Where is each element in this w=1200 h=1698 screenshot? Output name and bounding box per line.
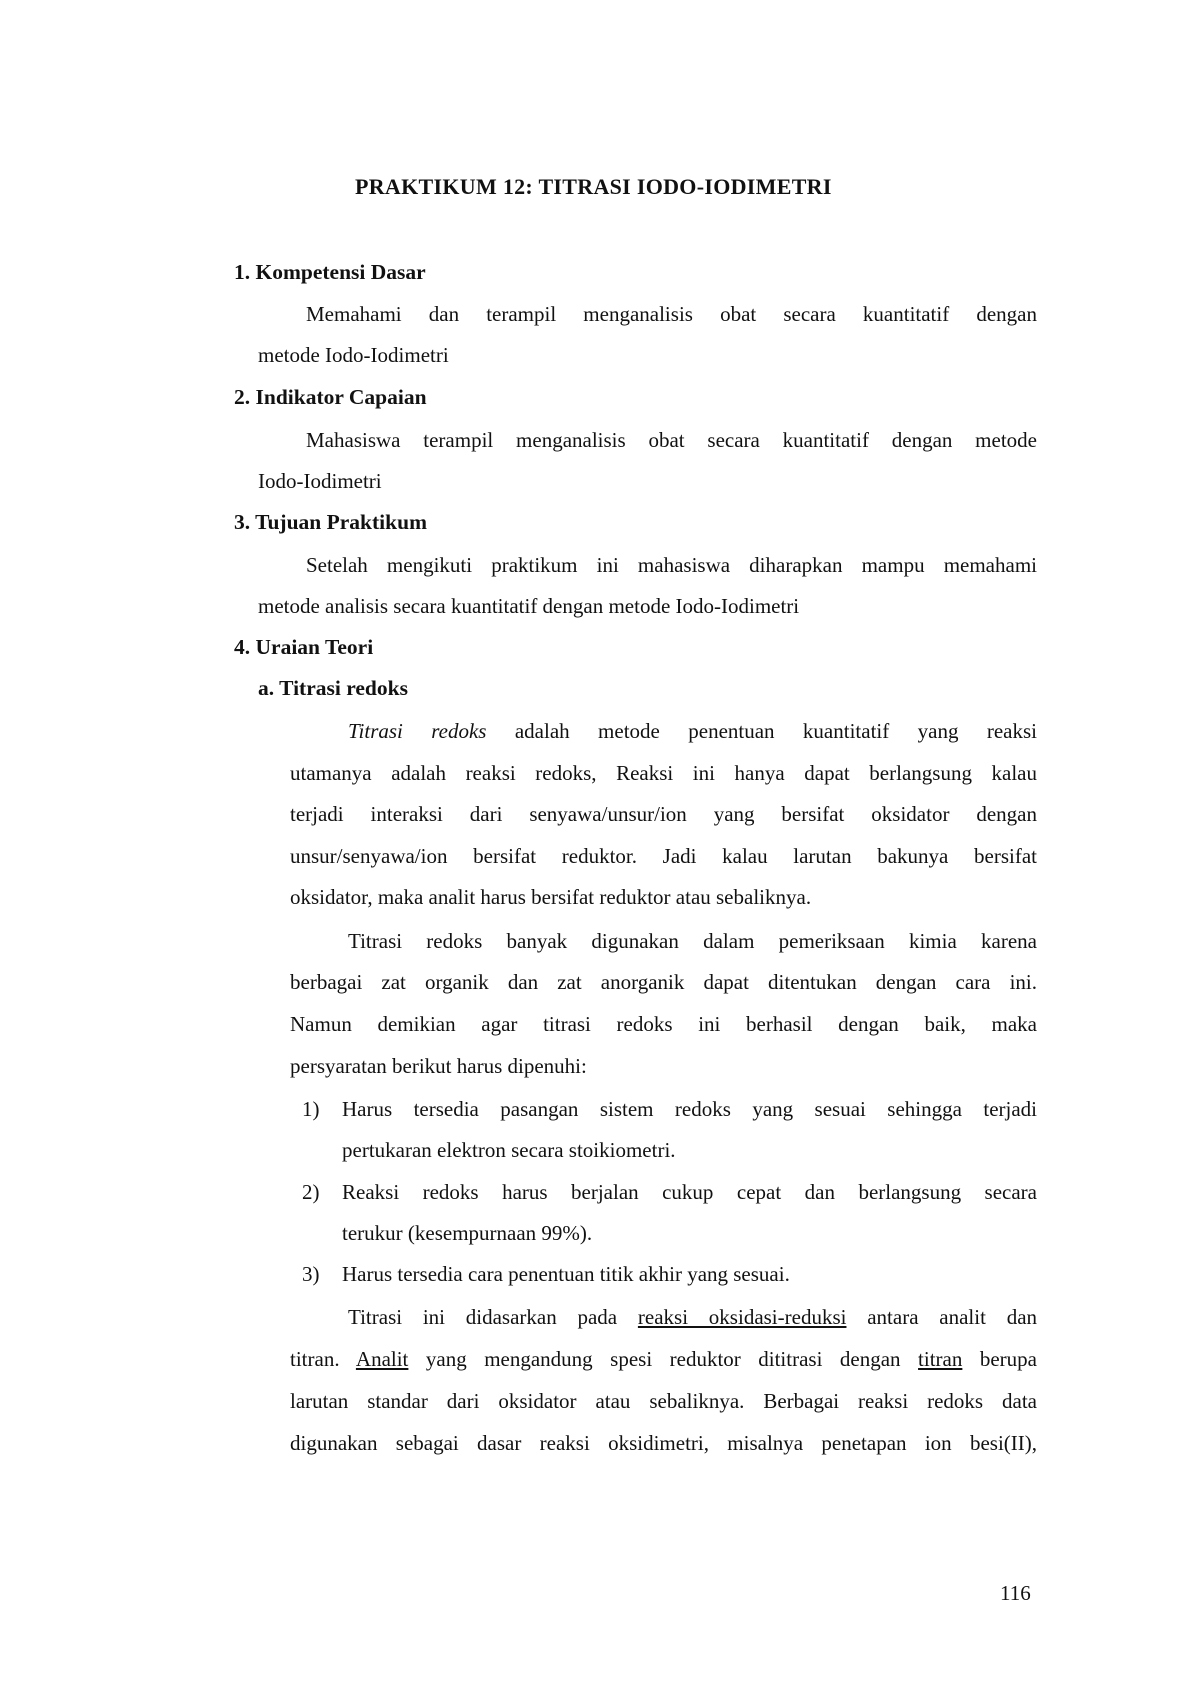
paragraph-3-line2-a: titran. bbox=[290, 1347, 340, 1371]
subsection-a-heading: a. Titrasi redoks bbox=[258, 676, 408, 700]
paragraph-3-line2-c: berupa bbox=[979, 1347, 1037, 1371]
section-1-heading: 1. Kompetensi Dasar bbox=[234, 260, 426, 284]
page-number: 116 bbox=[1000, 1581, 1031, 1605]
paragraph-2-line4: persyaratan berikut harus dipenuhi: bbox=[290, 1054, 587, 1078]
paragraph-1-line1 bbox=[348, 719, 1037, 744]
paragraph-2-line1: Titrasi redoks banyak digunakan dalam pemeriksaan kimia karena bbox=[348, 929, 1037, 953]
section-1-text-line2: metode Iodo-Iodimetri bbox=[258, 343, 449, 367]
paragraph-1-line1-rest: adalah metode penentuan kuantitatif yang reaksi bbox=[514, 719, 1037, 743]
section-3-text-line2: metode analisis secara kuantitatif dengan metode Iodo-Iodimetri bbox=[258, 594, 800, 618]
list-item-2-line2: terukur (kesempurnaan 99%). bbox=[342, 1221, 593, 1245]
list-item-3-line1: Harus tersedia cara penentuan titik akhir yang sesuai. bbox=[342, 1262, 790, 1286]
paragraph-1-line5: oksidator, maka analit harus bersifat reduktor atau sebaliknya. bbox=[290, 885, 812, 909]
paragraph-2-line3: Namun demikian agar titrasi redoks ini berhasil dengan baik, maka bbox=[290, 1012, 1037, 1036]
list-item-2-line1: Reaksi redoks harus berjalan cukup cepat dan berlangsung secara bbox=[342, 1180, 1037, 1204]
section-3-heading: 3. Tujuan Praktikum bbox=[234, 510, 427, 534]
paragraph-3-line2 bbox=[290, 1347, 1037, 1372]
paragraph-3-line2-b: yang mengandung spesi reduktor dititrasi dengan bbox=[425, 1347, 901, 1371]
section-1-text-line1: Memahami dan terampil menganalisis obat secara kuantitatif dengan bbox=[306, 302, 1037, 326]
section-2-heading: 2. Indikator Capaian bbox=[234, 385, 427, 409]
list-item-1-line1: Harus tersedia pasangan sistem redoks yang sesuai sehingga terjadi bbox=[342, 1097, 1037, 1121]
link-reaksi-oksidasi-reduksi[interactable]: reaksi oksidasi-reduksi bbox=[637, 1305, 847, 1329]
paragraph-3-line4: digunakan sebagai dasar reaksi oksidimetri, misalnya penetapan ion besi(II), bbox=[290, 1431, 1037, 1455]
paragraph-2-line2: berbagai zat organik dan zat anorganik dapat ditentukan dengan cara ini. bbox=[290, 970, 1037, 994]
section-4-heading: 4. Uraian Teori bbox=[234, 635, 374, 659]
list-item-2-number: 2) bbox=[302, 1180, 320, 1204]
section-2-text-line1: Mahasiswa terampil menganalisis obat secara kuantitatif dengan metode bbox=[306, 428, 1037, 452]
section-3-text-line1: Setelah mengikuti praktikum ini mahasiswa diharapkan mampu memahami bbox=[306, 553, 1037, 577]
list-item-1-line2: pertukaran elektron secara stoikiometri. bbox=[342, 1138, 676, 1162]
paragraph-1-line3: terjadi interaksi dari senyawa/unsur/ion yang bersifat oksidator dengan bbox=[290, 802, 1037, 826]
paragraph-3-line1-b: antara analit dan bbox=[867, 1305, 1038, 1329]
paragraph-3-line1-a: Titrasi ini didasarkan pada bbox=[348, 1305, 618, 1329]
paragraph-1-line2: utamanya adalah reaksi redoks, Reaksi ini hanya dapat berlangsung kalau bbox=[290, 761, 1037, 785]
list-item-1-number: 1) bbox=[302, 1097, 320, 1121]
paragraph-3-line1 bbox=[348, 1305, 1037, 1330]
italic-term: Titrasi redoks bbox=[348, 719, 487, 743]
link-titran[interactable]: titran bbox=[918, 1347, 963, 1371]
paragraph-3-line3: larutan standar dari oksidator atau sebaliknya. Berbagai reaksi redoks data bbox=[290, 1389, 1037, 1413]
link-analit[interactable]: Analit bbox=[355, 1347, 409, 1371]
section-2-text-line2: Iodo-Iodimetri bbox=[258, 469, 382, 493]
list-item-3-number: 3) bbox=[302, 1262, 320, 1286]
paragraph-1-line4: unsur/senyawa/ion bersifat reduktor. Jadi kalau larutan bakunya bersifat bbox=[290, 844, 1037, 868]
page-title: PRAKTIKUM 12: TITRASI IODO-IODIMETRI bbox=[355, 174, 832, 199]
